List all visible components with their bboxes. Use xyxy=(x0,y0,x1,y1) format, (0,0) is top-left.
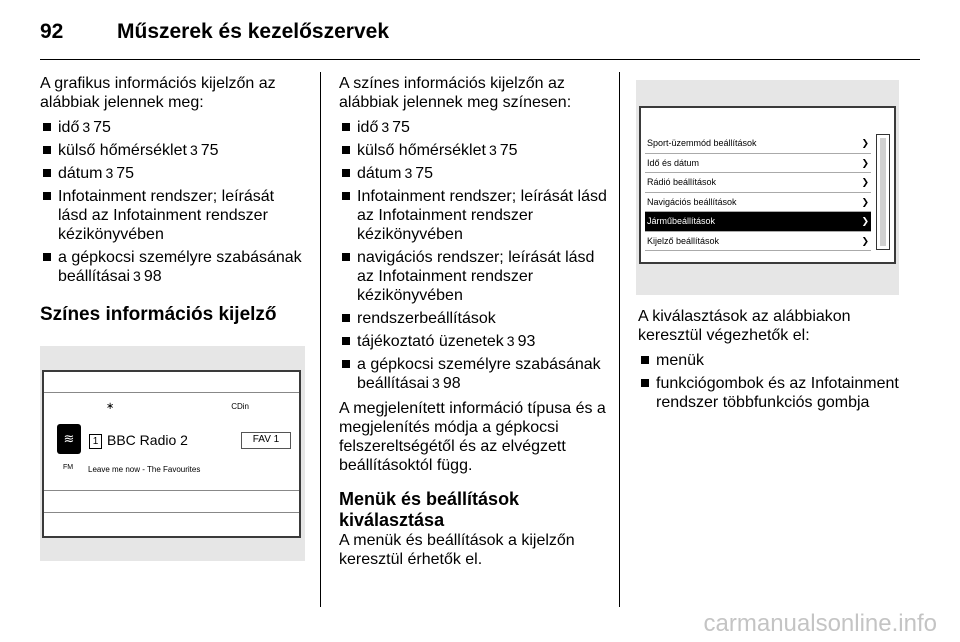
page-ref[interactable]: 75 xyxy=(499,142,518,159)
watermark: carmanualsonline.info xyxy=(703,610,937,637)
bullet-text: funkciógombok és az Infotainment rendszer többfunkciós gombja xyxy=(656,375,899,411)
page-ref[interactable]: 98 xyxy=(143,268,162,285)
bullet-item xyxy=(339,355,607,393)
bullet-item xyxy=(339,309,607,328)
radio-icon: ≋ xyxy=(57,424,81,454)
bullet-square-icon xyxy=(342,123,350,131)
bullet-text: menük xyxy=(656,352,705,369)
menu-item-label: Járműbeállítások xyxy=(647,216,716,226)
body-paragraph: A megjelenített információ típusa és a megjelenítés módja a gépkocsi felszereltségétől és az elvégzett beállításoktól függ. xyxy=(339,400,606,474)
intro-paragraph: A kiválasztások az alábbiakon keresztül végezhetők el: xyxy=(638,308,851,344)
display-frame xyxy=(42,370,301,538)
page-ref[interactable]: 75 xyxy=(93,119,111,136)
column-divider xyxy=(619,72,620,607)
bullet-square-icon xyxy=(43,253,51,261)
song-title: Leave me now - The Favourites xyxy=(88,465,201,474)
bullet-text: idő xyxy=(357,119,379,136)
bullet-item xyxy=(339,187,607,244)
bullet-square-icon xyxy=(342,146,350,154)
page-ref-icon: 3 xyxy=(381,119,390,135)
bullet-item xyxy=(339,332,607,351)
display-frame xyxy=(639,106,896,264)
bullet-square-icon xyxy=(342,192,350,200)
source-label: CDin xyxy=(231,402,249,411)
bullet-item xyxy=(40,248,305,286)
scrollbar-thumb xyxy=(880,138,886,246)
menu-item-label: Rádió beállítások xyxy=(647,177,717,187)
bullet-text: a gépkocsi személyre szabásának beállításai xyxy=(58,249,302,285)
page-ref-icon: 3 xyxy=(82,119,91,135)
page-ref-icon: 3 xyxy=(133,268,141,284)
divider xyxy=(44,512,299,513)
page-ref[interactable]: 75 xyxy=(200,142,219,159)
bullet-square-icon xyxy=(641,379,649,387)
settings-menu-item[interactable] xyxy=(645,173,871,193)
bullet-square-icon xyxy=(342,253,350,261)
bullet-list xyxy=(339,118,607,393)
settings-display-image xyxy=(636,80,899,295)
intro-paragraph: A színes információs kijelzőn az alábbiak jelennek meg színesen: xyxy=(339,75,572,111)
intro-paragraph: A grafikus információs kijelzőn az alábbiak jelennek meg: xyxy=(40,75,276,111)
section-heading: Színes információs kijelző xyxy=(40,304,277,325)
chapter-title: Műszerek és kezelőszervek xyxy=(117,20,390,43)
bullet-text: külső hőmérséklet xyxy=(357,142,486,159)
bullet-item xyxy=(40,118,305,137)
page-ref-icon: 3 xyxy=(404,165,413,181)
divider xyxy=(44,490,299,491)
bluetooth-icon: ∗ xyxy=(106,401,115,412)
preset-number: 1 xyxy=(89,434,102,449)
bullet-list xyxy=(638,351,908,412)
settings-menu-item[interactable] xyxy=(645,193,871,213)
bullet-text: dátum xyxy=(357,165,402,182)
bullet-square-icon xyxy=(342,337,350,345)
settings-menu-item[interactable] xyxy=(645,212,871,232)
bullet-text: a gépkocsi személyre szabásának beállításai xyxy=(357,356,601,392)
subsection-heading: Menük és beállítások kiválasztása xyxy=(339,489,520,530)
column-divider xyxy=(320,72,321,607)
page-ref[interactable]: 75 xyxy=(415,165,434,182)
page-ref-icon: 3 xyxy=(506,333,515,349)
scrollbar xyxy=(876,134,890,250)
bullet-item xyxy=(339,164,607,183)
settings-menu-item[interactable] xyxy=(645,134,871,154)
bullet-square-icon xyxy=(43,192,51,200)
chevron-right-icon: ❯ xyxy=(861,138,869,148)
settings-menu-item[interactable] xyxy=(645,154,871,174)
page-header xyxy=(40,20,920,60)
page-ref-icon: 3 xyxy=(488,142,497,158)
bullet-text: navigációs rendszer; leírását lásd az Infotainment rendszer kézikönyvében xyxy=(357,249,595,304)
menu-item-label: Sport-üzemmód beállítások xyxy=(647,138,757,148)
page-ref-icon: 3 xyxy=(105,165,114,181)
audio-display-image xyxy=(40,346,305,561)
bullet-square-icon xyxy=(342,169,350,177)
station-name: BBC Radio 2 xyxy=(107,432,188,448)
chevron-right-icon: ❯ xyxy=(861,177,869,187)
page-ref[interactable]: 75 xyxy=(116,165,135,182)
bullet-item xyxy=(638,374,908,412)
band-label: FM xyxy=(63,464,74,471)
bullet-text: rendszerbeállítások xyxy=(357,310,496,327)
bullet-text: dátum xyxy=(58,165,103,182)
bullet-text: Infotainment rendszer; leírását lásd az Infotainment rendszer kézikönyvében xyxy=(357,188,607,243)
bullet-item xyxy=(40,141,305,160)
menu-item-label: Navigációs beállítások xyxy=(647,196,737,207)
page-ref-icon: 3 xyxy=(432,375,440,391)
bullet-item xyxy=(40,187,305,244)
column-left xyxy=(40,74,305,561)
bullet-square-icon xyxy=(641,356,649,364)
settings-menu xyxy=(645,134,871,251)
page-ref-icon: 3 xyxy=(189,142,198,158)
chevron-right-icon: ❯ xyxy=(861,157,869,168)
divider xyxy=(44,392,299,393)
bullet-list xyxy=(40,118,305,286)
bullet-item xyxy=(339,141,607,160)
chevron-right-icon: ❯ xyxy=(861,216,869,226)
page-ref[interactable]: 93 xyxy=(517,333,536,350)
page-number: 92 xyxy=(40,20,64,43)
bullet-item xyxy=(638,351,908,370)
bullet-square-icon xyxy=(43,146,51,154)
body-paragraph: A menük és beállítások a kijelzőn keresztül érhetők el. xyxy=(339,532,575,568)
menu-item-label: Idő és dátum xyxy=(647,157,700,168)
bullet-square-icon xyxy=(43,123,51,131)
chevron-right-icon: ❯ xyxy=(861,196,869,207)
bullet-text: tájékoztató üzenetek xyxy=(357,333,504,350)
chevron-right-icon: ❯ xyxy=(861,235,869,246)
bullet-item xyxy=(40,164,305,183)
bullet-square-icon xyxy=(342,314,350,322)
bullet-square-icon xyxy=(43,169,51,177)
bullet-text: külső hőmérséklet xyxy=(58,142,187,159)
menu-item-label: Kijelző beállítások xyxy=(647,235,720,246)
favourite-label: FAV 1 xyxy=(241,432,291,449)
column-right xyxy=(638,74,908,418)
bullet-square-icon xyxy=(342,360,350,368)
page-ref[interactable]: 98 xyxy=(442,375,461,392)
bullet-text: Infotainment rendszer; leírását lásd az Infotainment rendszer kézikönyvében xyxy=(58,188,275,243)
bullet-item xyxy=(339,248,607,305)
column-middle xyxy=(339,74,607,575)
bullet-item xyxy=(339,118,607,137)
page-ref[interactable]: 75 xyxy=(392,119,410,136)
bullet-text: idő xyxy=(58,119,80,136)
settings-menu-item[interactable] xyxy=(645,232,871,252)
